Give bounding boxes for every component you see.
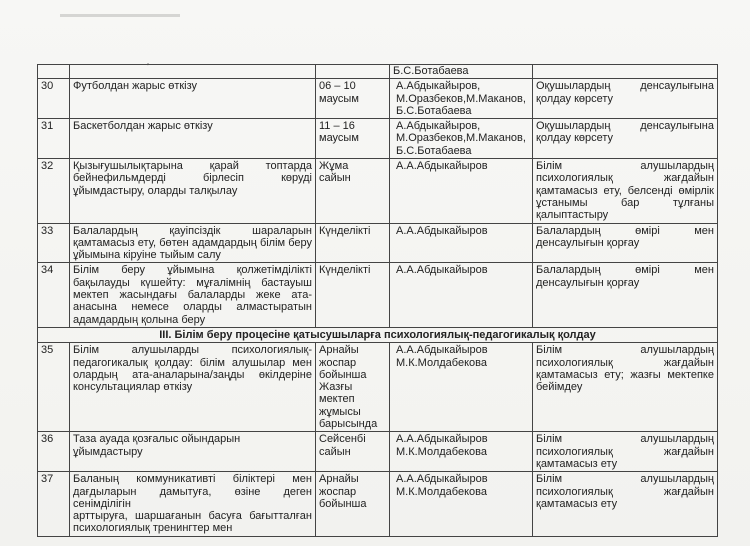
table-row-partial (38, 65, 718, 79)
goal-cell (533, 223, 718, 263)
cell-line: Арнайы (319, 344, 359, 357)
event-cell (70, 472, 316, 536)
cell-line: Таза ауада қозғалыс ойындарын ұйымдастыру (73, 433, 241, 458)
event-cell (70, 223, 316, 263)
row-number: 37 (38, 472, 70, 536)
cell-line: олардың ата-аналарына/заңды өкілдеріне (73, 368, 312, 381)
cell-line: М.К.Молдабекова (396, 485, 487, 498)
cell-line: бақылауды күшейту: мұғалімнің бастауыш (73, 276, 312, 289)
cell-line: Білім алушылардың (536, 433, 714, 446)
cell-line: А.Абдыкайыров, (396, 80, 481, 93)
date-cell (316, 263, 390, 327)
row-number: 33 (38, 223, 70, 263)
row-number: 34 (38, 263, 70, 327)
cell-line: қамтамасыз ету; жазғы мектепке (536, 368, 714, 381)
table-row (38, 343, 718, 432)
responsible-cell: Б.С.Ботабаева (390, 65, 533, 79)
responsible-cell (390, 223, 533, 263)
cell-line: қамтамасыз ету (536, 497, 618, 510)
cell-line: консультациялар өткізу (73, 381, 193, 394)
cell-line: мектеп (319, 393, 355, 406)
cell-line: Оқушылардың денсаулығына (536, 80, 714, 93)
responsible-cell (390, 432, 533, 472)
cell-line: бейнефильмдерді бірлесіп көруді (73, 172, 312, 185)
cell-line: Б.С.Ботабаева (396, 104, 472, 117)
cell-line: М.Оразбеков,М.Маканов, (396, 132, 526, 145)
cell-line: ұстанымы бар тұлғаны (536, 196, 714, 209)
cell-line: Балалардың өмірі мен (536, 224, 714, 237)
scan-artifact (60, 14, 180, 17)
date-cell (316, 119, 390, 159)
section-row (38, 327, 718, 342)
event-cell (70, 263, 316, 327)
cell-line: М.К.Молдабекова (396, 445, 487, 458)
cell-line: сайын (319, 445, 351, 458)
cell-line: Сейсенбі (319, 433, 366, 446)
goal-cell (533, 432, 718, 472)
cell-line: 06 – 10 (319, 80, 356, 93)
responsible-cell (390, 343, 533, 432)
cell-line: бойынша (319, 497, 367, 510)
cell-line: Білім алушылардың (536, 473, 714, 486)
cell-line: ұйымдастыру, оларды талқылау (73, 184, 238, 197)
goal-cell (533, 472, 718, 536)
responsible-cell (390, 159, 533, 223)
cell-line: Балалардың қауіпсіздік шараларын (73, 224, 312, 237)
cell-line: А.А.Абдыкайыров (396, 473, 488, 486)
cell-line: психологиялық жағдайын (536, 485, 714, 498)
cell-line: Білім алушылардың (536, 344, 714, 357)
cell-line: Оқушылардың денсаулығына (536, 120, 714, 133)
cell-line: А.Абдыкайыров, (396, 120, 481, 133)
table-row (38, 263, 718, 327)
cell-line: Күнделікті (319, 264, 371, 277)
cell-line: Білім алушылардың (536, 160, 714, 173)
cell-line: 11 – 16 (319, 120, 355, 133)
event-cell (70, 343, 316, 432)
cell-line: қолдау көрсету (536, 132, 614, 145)
goal-cell (533, 343, 718, 432)
row-number: 36 (38, 432, 70, 472)
cell-line: Білім беру ұйымына қолжетімділікті (73, 264, 312, 277)
cell-line: адамдардың қолына беру (73, 313, 206, 326)
date-cell (316, 79, 390, 119)
date-cell (316, 159, 390, 223)
cell-line: бейімдеу (536, 381, 583, 394)
event-cell (70, 432, 316, 472)
cell-line: А.А.Абдыкайыров (396, 264, 488, 277)
table-row (38, 79, 718, 119)
cell-line: Білім алушыларды психологиялық- (73, 344, 312, 357)
table-row (38, 119, 718, 159)
cell-line: маусым (319, 92, 359, 105)
table-row (38, 472, 718, 536)
cell-line: анасына немесе оларды алмастыратын (73, 301, 312, 314)
scan-speck: ‚ (147, 56, 149, 66)
cell-line: денсаулығын қорғау (536, 276, 640, 289)
cell-line: қамтамасыз ету (536, 457, 618, 470)
event-cell: Баскетболдан жарыс өткізу (70, 119, 316, 159)
cell-line: Арнайы (319, 473, 359, 486)
cell-line: А.А.Абдыкайыров (396, 344, 488, 357)
cell-line: жұмысы (319, 405, 361, 418)
cell-line: М.Оразбеков,М.Маканов, (396, 92, 526, 105)
row-number: 32 (38, 159, 70, 223)
row-number: 35 (38, 343, 70, 432)
cell-line: мектеп жасындағы балаларды жеке ата- (73, 289, 312, 302)
row-number: 31 (38, 119, 70, 159)
responsible-cell (390, 472, 533, 536)
date-cell (316, 472, 390, 536)
cell-line: барысында (319, 418, 378, 431)
cell-line: ұйымына кіруіне тыйым салу (73, 249, 221, 262)
cell-line: Жазғы (319, 381, 353, 394)
event-cell (70, 159, 316, 223)
goal-cell (533, 79, 718, 119)
cell-line: Жұма (319, 160, 349, 173)
cell-line: жоспар (319, 356, 357, 369)
table-row (38, 159, 718, 223)
cell-line: А.А.Абдыкайыров (396, 433, 488, 446)
cell-line: психологиялық жағдайын (536, 356, 714, 369)
cell-line: қолдау көрсету (536, 92, 614, 105)
cell-line: психологиялық тренингтер мен (73, 522, 233, 535)
cell-line: Қызығушылықтарына қарай топтарда (73, 160, 312, 173)
cell-line: қамтамасыз ету, белсенді өмірлік (536, 184, 714, 197)
cell-line: А.А.Абдыкайыров (396, 160, 488, 173)
responsible-cell (390, 79, 533, 119)
goal-cell (533, 159, 718, 223)
cell-line: психологиялық жағдайын (536, 172, 714, 185)
cell-line: педагогикалық қолдау: білім алушылар мен (73, 356, 312, 369)
responsible-cell (390, 119, 533, 159)
row-number: 30 (38, 79, 70, 119)
responsible-cell (390, 263, 533, 327)
cell-line: дағдыларын дамытуға, өзіне деген сенімділігін (73, 485, 312, 510)
table-row (38, 223, 718, 263)
date-cell (316, 343, 390, 432)
table-row (38, 432, 718, 472)
date-cell (316, 223, 390, 263)
section-title: III. Білім беру процесіне қатысушыларға психологиялық-педагогикалық қолдау (38, 327, 718, 342)
cell-line: денсаулығын қорғау (536, 236, 640, 249)
cell-line: М.К.Молдабекова (396, 356, 487, 369)
table-body (38, 65, 718, 537)
cell-line: Баланың коммуникативті біліктері мен (73, 473, 312, 486)
cell-line: қалыптастыру (536, 209, 609, 222)
goal-cell (533, 119, 718, 159)
cell-line: психологиялық жағдайын (536, 445, 714, 458)
goal-cell (533, 263, 718, 327)
cell-line: қамтамасыз ету, бөтен адамдардың білім беру (73, 236, 312, 249)
cell-line: Б.С.Ботабаева (396, 144, 472, 157)
date-cell (316, 432, 390, 472)
cell-line: Күнделікті (319, 224, 371, 237)
cell-line: сайын (319, 172, 351, 185)
cell-line: арттыруға, шаршағанын басуға бағытталған (73, 510, 312, 523)
cell-line: жоспар (319, 485, 357, 498)
cell-line: Балалардың өмірі мен (536, 264, 714, 277)
cell-line: А.А.Абдыкайыров (396, 224, 488, 237)
activity-plan-table (37, 64, 718, 537)
cell-line: маусым (319, 132, 359, 145)
event-cell: Футболдан жарыс өткізу (70, 79, 316, 119)
cell-line: бойынша (319, 368, 367, 381)
